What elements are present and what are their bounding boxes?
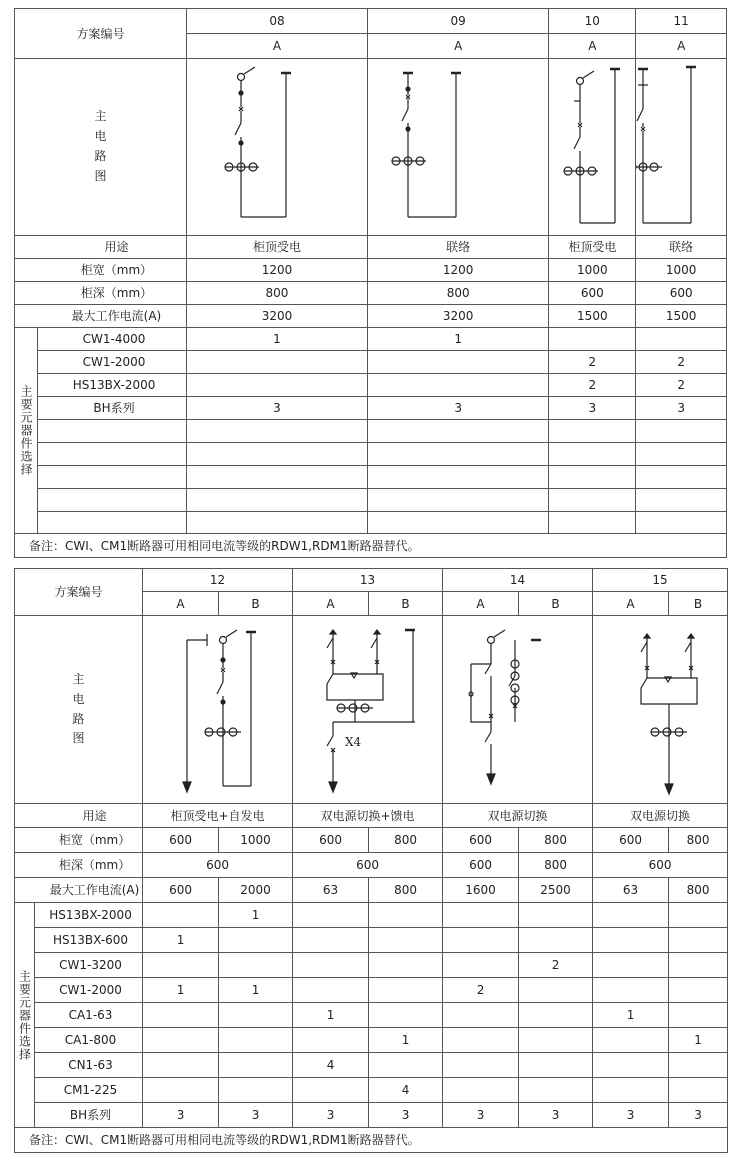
scheme-number: 11 [636, 9, 727, 34]
empty-cell [38, 466, 187, 489]
component-qty [293, 953, 369, 978]
circuit-diagram-10 [549, 59, 636, 236]
component-qty [669, 1078, 728, 1103]
variant-label: B [369, 592, 443, 616]
width-value: 1000 [219, 828, 293, 853]
component-qty [593, 953, 669, 978]
empty-cell [549, 466, 636, 489]
component-qty [219, 1003, 293, 1028]
component-qty [293, 1028, 369, 1053]
width-value: 1200 [186, 259, 367, 282]
component-qty [369, 1003, 443, 1028]
max-current-value: 800 [669, 878, 728, 903]
usage-label: 用途 [15, 804, 143, 828]
scheme-number: 13 [293, 569, 443, 592]
scheme-number: 15 [593, 569, 728, 592]
variant-label: B [519, 592, 593, 616]
component-qty [519, 1003, 593, 1028]
usage-value: 双电源切换+馈电 [293, 804, 443, 828]
usage-value: 双电源切换 [593, 804, 728, 828]
component-name: CW1-3200 [35, 953, 143, 978]
component-name: CN1-63 [35, 1053, 143, 1078]
component-qty [669, 928, 728, 953]
width-label: 柜宽（mm） [15, 828, 143, 853]
component-name: CW1-4000 [38, 328, 187, 351]
circuit-diagram-12 [143, 616, 293, 804]
max-current-value: 63 [293, 878, 369, 903]
component-qty [593, 978, 669, 1003]
depth-value: 600 [293, 853, 443, 878]
components-label: 主要元器件选择 [15, 328, 38, 534]
component-qty [519, 978, 593, 1003]
component-qty [593, 1053, 669, 1078]
max-current-value: 3200 [186, 305, 367, 328]
depth-label: 柜深（mm） [15, 853, 143, 878]
main-circuit-label [15, 59, 187, 236]
component-qty [669, 1053, 728, 1078]
diagram-label-char: 路 [94, 149, 107, 163]
variant-label: A [143, 592, 219, 616]
component-qty: 1 [219, 903, 293, 928]
component-name: HS13BX-2000 [35, 903, 143, 928]
usage-value: 柜顶受电 [549, 236, 636, 259]
component-qty: 1 [293, 1003, 369, 1028]
max-current-value: 800 [369, 878, 443, 903]
scheme-number: 08 [186, 9, 367, 34]
component-name: CW1-2000 [38, 351, 187, 374]
component-qty: 1 [669, 1028, 728, 1053]
component-qty: 1 [143, 928, 219, 953]
max-current-label: 最大工作电流(A) [15, 305, 187, 328]
max-current-value: 600 [143, 878, 219, 903]
component-qty: 3 [636, 397, 727, 420]
component-qty: 1 [219, 978, 293, 1003]
empty-cell [549, 512, 636, 534]
diagram-label-char: 电 [94, 129, 107, 144]
scheme-number: 09 [368, 9, 549, 34]
component-qty: 3 [143, 1103, 219, 1128]
depth-value: 600 [443, 853, 519, 878]
depth-label: 柜深（mm） [15, 282, 187, 305]
component-name: BH系列 [35, 1103, 143, 1128]
component-qty: 3 [293, 1103, 369, 1128]
depth-value: 600 [593, 853, 728, 878]
empty-cell [38, 443, 187, 466]
empty-cell [549, 443, 636, 466]
variant-label: A [368, 34, 549, 59]
component-qty [186, 351, 367, 374]
variant-label: A [636, 34, 727, 59]
component-qty [669, 903, 728, 928]
component-qty [368, 374, 549, 397]
variant-label: B [219, 592, 293, 616]
component-qty [143, 1003, 219, 1028]
component-qty [443, 1003, 519, 1028]
component-qty [219, 1078, 293, 1103]
component-qty [519, 1053, 593, 1078]
component-qty [519, 928, 593, 953]
component-qty [186, 374, 367, 397]
empty-cell [368, 420, 549, 443]
circuit-diagram-15 [593, 616, 728, 804]
usage-value: 联络 [368, 236, 549, 259]
diagram-label-char: 图 [72, 731, 85, 746]
component-qty: 3 [368, 397, 549, 420]
circuit-diagram-09 [368, 59, 549, 236]
table-note: 备注：CWI、CM1断路器可用相同电流等级的RDW1,RDM1断路器替代。 [15, 1128, 728, 1153]
circuit-diagram-08 [186, 59, 367, 236]
component-qty: 3 [669, 1103, 728, 1128]
x4-label: X4 [345, 735, 362, 749]
empty-cell [368, 443, 549, 466]
usage-value: 双电源切换 [443, 804, 593, 828]
max-current-label: 最大工作电流(A) [15, 878, 143, 903]
component-qty: 2 [443, 978, 519, 1003]
scheme-number: 10 [549, 9, 636, 34]
empty-cell [368, 512, 549, 534]
empty-cell [38, 489, 187, 512]
usage-label: 用途 [15, 236, 187, 259]
component-qty [593, 1028, 669, 1053]
diagram-label-char: 路 [72, 711, 85, 726]
width-value: 600 [443, 828, 519, 853]
component-qty [293, 978, 369, 1003]
component-name: CM1-225 [35, 1078, 143, 1103]
variant-label: A [549, 34, 636, 59]
width-value: 600 [593, 828, 669, 853]
component-qty [593, 903, 669, 928]
component-qty: 2 [519, 953, 593, 978]
component-qty [593, 1078, 669, 1103]
scheme-number: 14 [443, 569, 593, 592]
table-note: 备注：CWI、CM1断路器可用相同电流等级的RDW1,RDM1断路器替代。 [15, 534, 727, 558]
component-qty: 3 [549, 397, 636, 420]
usage-value: 联络 [636, 236, 727, 259]
variant-label: A [293, 592, 369, 616]
width-value: 800 [369, 828, 443, 853]
component-qty: 3 [519, 1103, 593, 1128]
depth-value: 600 [549, 282, 636, 305]
component-qty [443, 928, 519, 953]
empty-cell [186, 512, 367, 534]
width-value: 1000 [636, 259, 727, 282]
empty-cell [186, 420, 367, 443]
component-name: HS13BX-2000 [38, 374, 187, 397]
component-qty [369, 903, 443, 928]
empty-cell [368, 466, 549, 489]
component-qty [143, 1053, 219, 1078]
scheme-table-1 [14, 8, 727, 558]
width-value: 800 [669, 828, 728, 853]
component-qty: 2 [549, 351, 636, 374]
component-qty [369, 978, 443, 1003]
component-name: CA1-800 [35, 1028, 143, 1053]
component-name: CW1-2000 [35, 978, 143, 1003]
component-qty [368, 351, 549, 374]
component-qty [143, 1028, 219, 1053]
component-qty: 3 [593, 1103, 669, 1128]
component-qty [369, 1053, 443, 1078]
empty-cell [549, 420, 636, 443]
diagram-label-char: 主 [72, 671, 85, 686]
component-qty: 3 [369, 1103, 443, 1128]
component-qty [519, 1028, 593, 1053]
variant-label: A [443, 592, 519, 616]
component-qty: 2 [549, 374, 636, 397]
component-qty [519, 903, 593, 928]
empty-cell [636, 443, 727, 466]
component-qty: 1 [369, 1028, 443, 1053]
max-current-value: 1500 [636, 305, 727, 328]
width-value: 1000 [549, 259, 636, 282]
component-qty [143, 903, 219, 928]
component-qty [219, 1028, 293, 1053]
width-label: 柜宽（mm） [15, 259, 187, 282]
component-qty [443, 1053, 519, 1078]
component-qty: 2 [636, 374, 727, 397]
component-name: CA1-63 [35, 1003, 143, 1028]
component-qty: 3 [186, 397, 367, 420]
diagram-label-char: 电 [72, 691, 85, 706]
empty-cell [186, 489, 367, 512]
max-current-value: 2500 [519, 878, 593, 903]
depth-value: 600 [636, 282, 727, 305]
empty-cell [38, 512, 187, 534]
component-qty [369, 953, 443, 978]
diagram-label-char: 图 [94, 168, 107, 183]
circuit-diagram-14 [443, 616, 593, 804]
component-qty [219, 953, 293, 978]
component-qty: 1 [143, 978, 219, 1003]
depth-value: 800 [519, 853, 593, 878]
usage-value: 柜顶受电+自发电 [143, 804, 293, 828]
scheme-number-label: 方案编号 [15, 9, 187, 59]
component-qty: 1 [593, 1003, 669, 1028]
component-qty: 1 [368, 328, 549, 351]
empty-cell [38, 420, 187, 443]
max-current-value: 3200 [368, 305, 549, 328]
component-qty [593, 928, 669, 953]
variant-label: B [669, 592, 728, 616]
max-current-value: 1600 [443, 878, 519, 903]
component-qty [443, 1078, 519, 1103]
component-qty: 2 [636, 351, 727, 374]
scheme-number-label: 方案编号 [15, 569, 143, 616]
component-qty: 4 [293, 1053, 369, 1078]
max-current-value: 2000 [219, 878, 293, 903]
variant-label: A [593, 592, 669, 616]
component-qty [219, 928, 293, 953]
variant-label: A [186, 34, 367, 59]
component-qty: 4 [369, 1078, 443, 1103]
component-qty [143, 953, 219, 978]
width-value: 600 [143, 828, 219, 853]
diagram-label-char: 主 [94, 109, 107, 124]
component-qty [669, 1003, 728, 1028]
component-qty [369, 928, 443, 953]
component-qty [293, 903, 369, 928]
component-qty [519, 1078, 593, 1103]
component-qty [636, 328, 727, 351]
width-value: 800 [519, 828, 593, 853]
component-qty [293, 1078, 369, 1103]
component-qty [443, 903, 519, 928]
empty-cell [636, 420, 727, 443]
empty-cell [636, 489, 727, 512]
empty-cell [186, 443, 367, 466]
empty-cell [368, 489, 549, 512]
empty-cell [636, 512, 727, 534]
component-name: HS13BX-600 [35, 928, 143, 953]
component-qty [443, 1028, 519, 1053]
scheme-number: 12 [143, 569, 293, 592]
component-qty [143, 1078, 219, 1103]
depth-value: 600 [143, 853, 293, 878]
usage-value: 柜顶受电 [186, 236, 367, 259]
component-qty [219, 1053, 293, 1078]
circuit-diagram-11 [636, 59, 727, 236]
scheme-table-2 [14, 568, 728, 1153]
component-qty [669, 953, 728, 978]
component-qty [293, 928, 369, 953]
component-qty [549, 328, 636, 351]
component-qty: 3 [443, 1103, 519, 1128]
empty-cell [186, 466, 367, 489]
component-name: BH系列 [38, 397, 187, 420]
main-circuit-label [15, 616, 143, 804]
depth-value: 800 [368, 282, 549, 305]
empty-cell [636, 466, 727, 489]
max-current-value: 1500 [549, 305, 636, 328]
component-qty [669, 978, 728, 1003]
components-label: 主要元器件选择 [15, 903, 35, 1128]
circuit-diagram-13 [293, 616, 443, 804]
component-qty [443, 953, 519, 978]
depth-value: 800 [186, 282, 367, 305]
component-qty: 1 [186, 328, 367, 351]
empty-cell [549, 489, 636, 512]
width-value: 1200 [368, 259, 549, 282]
max-current-value: 63 [593, 878, 669, 903]
component-qty: 3 [219, 1103, 293, 1128]
width-value: 600 [293, 828, 369, 853]
